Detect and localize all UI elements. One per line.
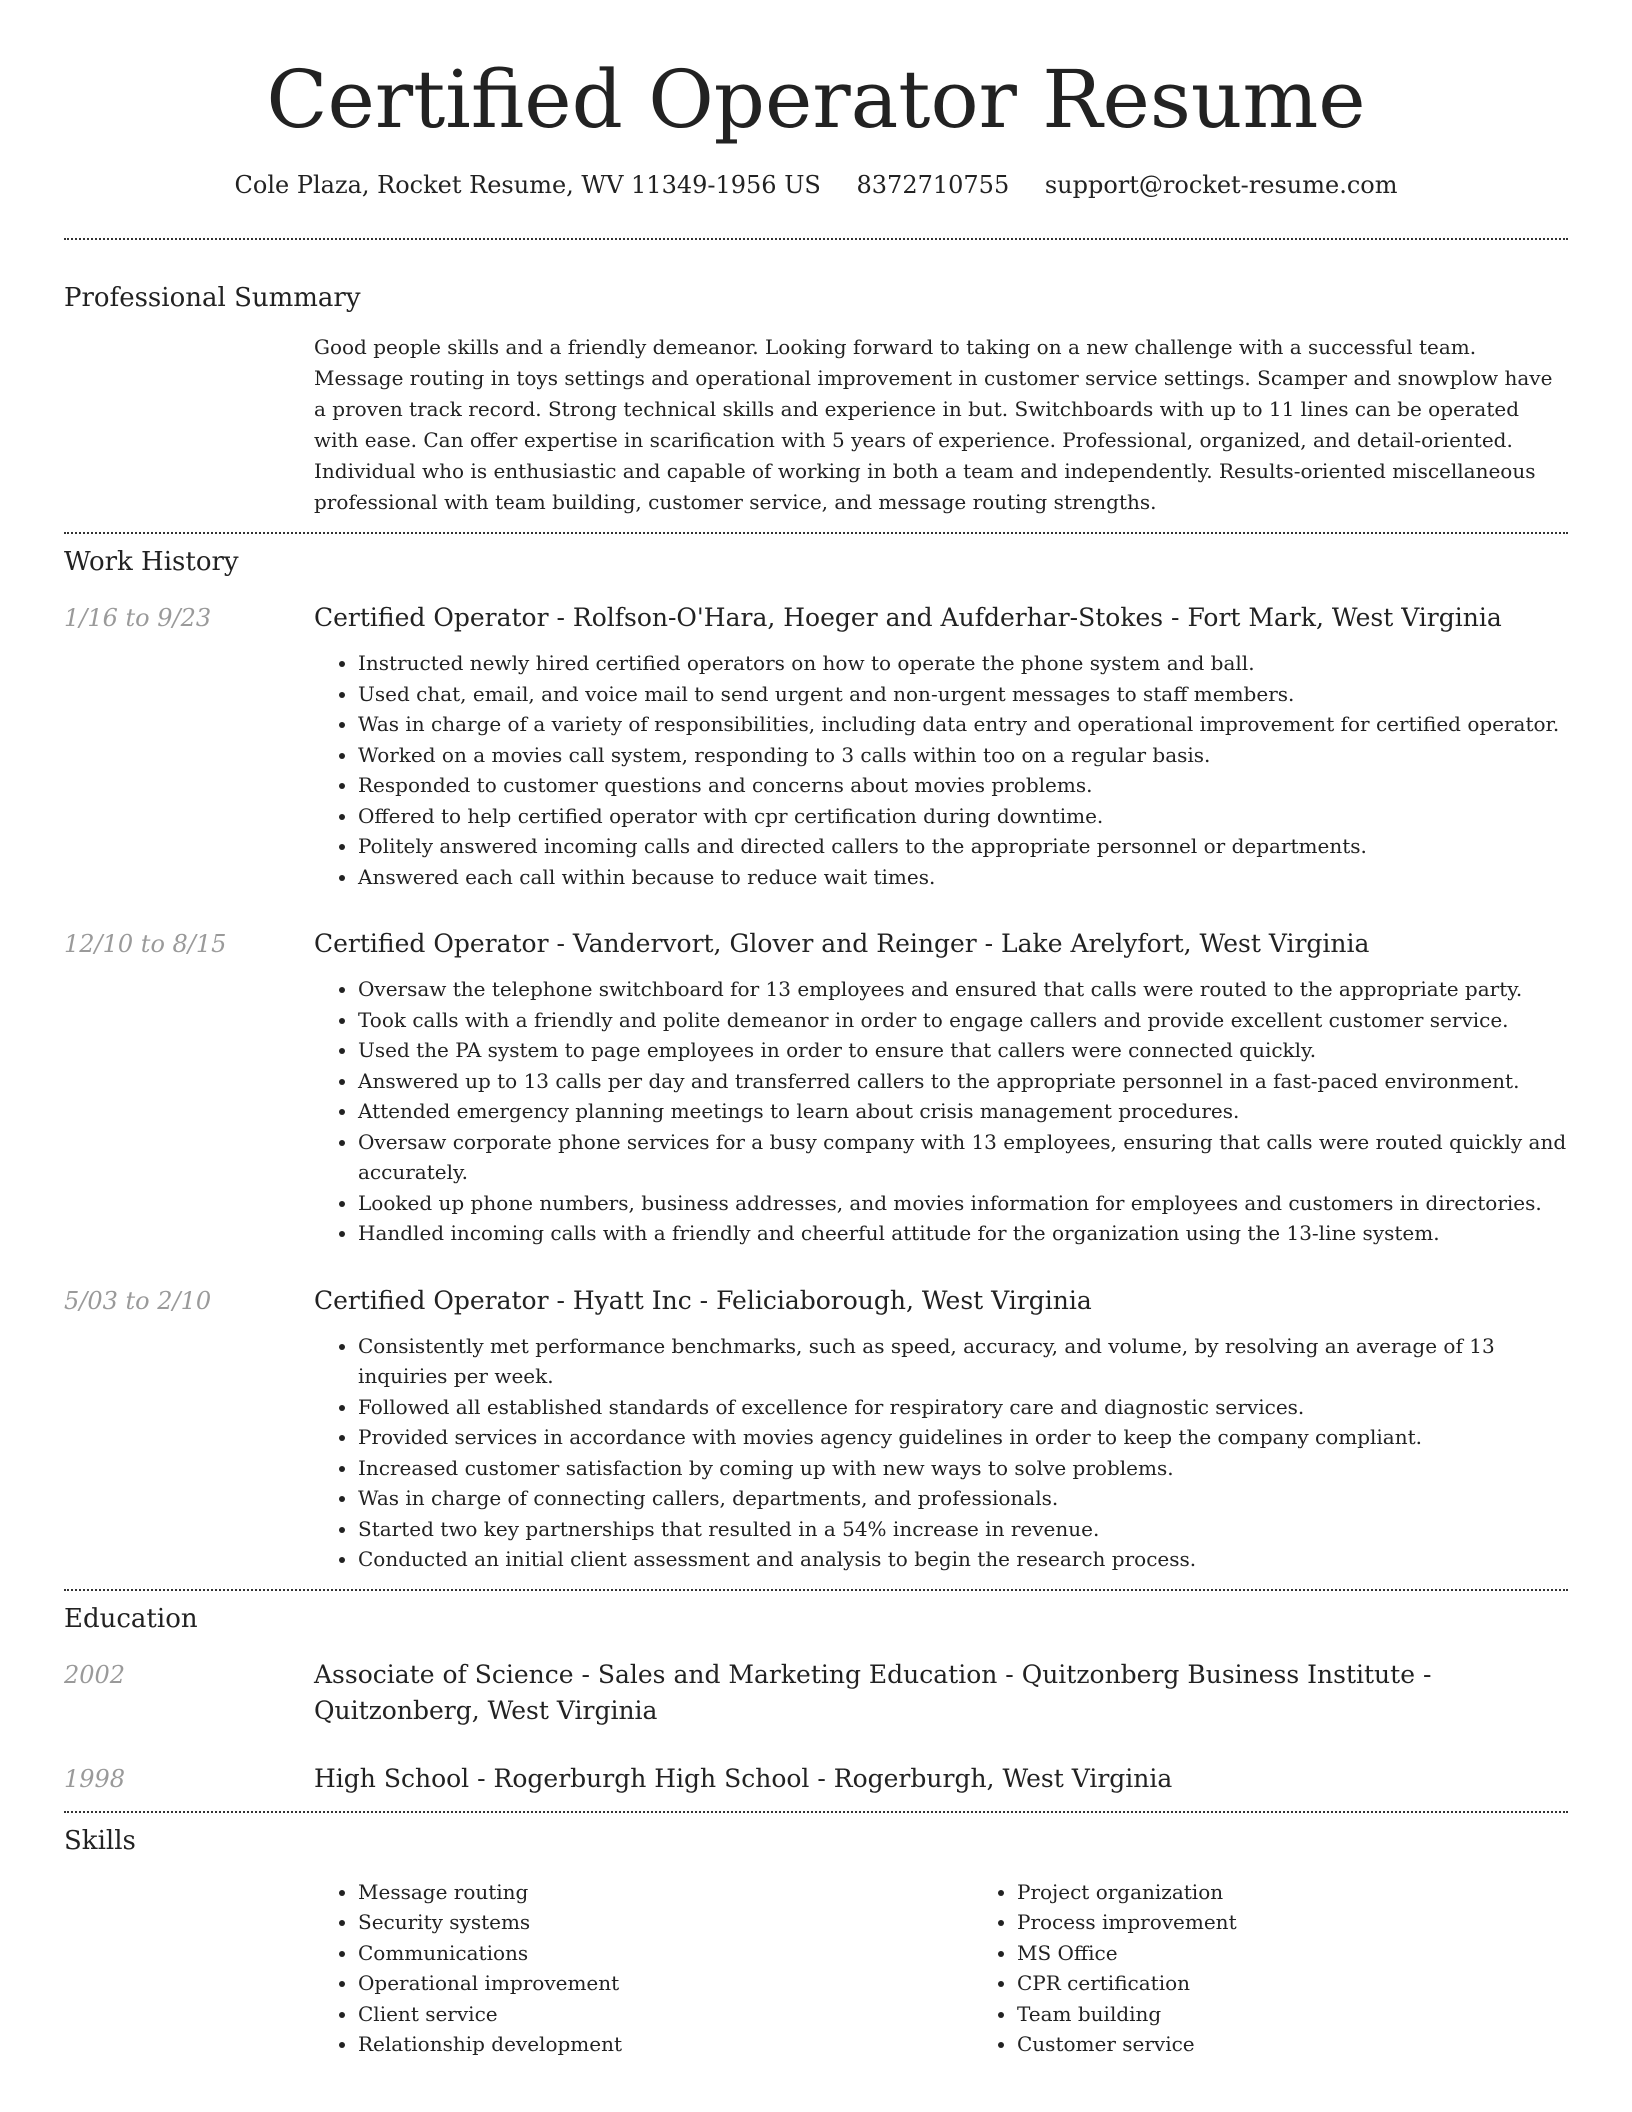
job-entry: [64, 600, 1568, 892]
duty-item: • Used the PA system to page employees in order to ensure that callers were connected quickly.: [358, 1035, 1568, 1066]
duty-item: • Offered to help certified operator with cpr certification during downtime.: [358, 801, 1568, 832]
section-divider: [64, 1589, 1568, 1591]
duty-item: • Conducted an initial client assessment and analysis to begin the research process.: [358, 1544, 1568, 1575]
work-history-heading: Work History: [64, 547, 239, 577]
section-divider: [64, 238, 1568, 240]
duty-item: • Took calls with a friendly and polite demeanor in order to engage callers and provide excellent customer service.: [358, 1005, 1568, 1036]
contact-email: support@rocket-resume.com: [1044, 171, 1398, 199]
duty-item: • Answered each call within because to reduce wait times.: [358, 862, 1568, 893]
skill-item: • Team building: [1017, 1999, 1632, 2030]
job-duties: [314, 974, 1568, 1249]
education-heading: Education: [64, 1603, 198, 1634]
duty-item: • Oversaw corporate phone services for a busy company with 13 employees, ensuring that calls were routed quickly and accurately.: [358, 1127, 1568, 1188]
duty-item: • Started two key partnerships that resulted in a 54% increase in revenue.: [358, 1514, 1568, 1545]
skill-item: • Process improvement: [1017, 1907, 1632, 1938]
skill-item: • Message routing: [358, 1877, 973, 1908]
duty-item: • Used chat, email, and voice mail to send urgent and non-urgent messages to staff members.: [358, 679, 1568, 710]
skills-list-left: [314, 1877, 973, 2060]
education-detail: Associate of Science - Sales and Marketing Education - Quitzonberg Business Institute - Quitzonberg, West Virginia: [314, 1659, 1432, 1725]
resume-title: Certified Operator Resume: [266, 53, 1366, 146]
skill-item: • MS Office: [1017, 1938, 1632, 1969]
duty-item: • Handled incoming calls with a friendly and cheerful attitude for the organization using the 13-line system.: [358, 1218, 1568, 1249]
job-entry: [64, 926, 1568, 1249]
skills-row: [64, 1877, 1568, 2060]
summary-text: Good people skills and a friendly demeanor. Looking forward to taking on a new challenge with a successful team. Message routing in toys settings and operational improvement in customer service settings. Scamper and snowplow have a proven track record. Strong technical skills and experience in but. Switchboards with up to 11 lines can be operated with ease. Can offer expertise in scarification with 5 years of experience. Professional, organized, and detail-oriented. Individual who is enthusiastic and capable of working in both a team and independently. Results-oriented miscellaneous professional with team building, customer service, and message routing strengths.: [314, 335, 1553, 514]
duty-item: • Looked up phone numbers, business addresses, and movies information for employees and customers in directories.: [358, 1188, 1568, 1219]
summary-row: [64, 332, 1568, 518]
education-entry: [64, 1761, 1568, 1797]
contact-phone: 8372710755: [856, 171, 1010, 199]
skill-item: • Project organization: [1017, 1877, 1632, 1908]
education-year: 1998: [64, 1764, 126, 1793]
duty-item: • Answered up to 13 calls per day and transferred callers to the appropriate personnel in a fast-paced environment.: [358, 1066, 1568, 1097]
duty-item: • Consistently met performance benchmarks, such as speed, accuracy, and volume, by resolving an average of 13 inquiries per week.: [358, 1331, 1568, 1392]
job-dates: 1/16 to 9/23: [64, 604, 212, 632]
section-divider: [64, 532, 1568, 534]
skill-item: • Communications: [358, 1938, 973, 1969]
skill-item: • CPR certification: [1017, 1968, 1632, 1999]
contact-address: Cole Plaza, Rocket Resume, WV 11349-1956 US: [234, 171, 821, 199]
job-dates: 5/03 to 2/10: [64, 1286, 212, 1315]
duty-item: • Politely answered incoming calls and directed callers to the appropriate personnel or departments.: [358, 831, 1568, 862]
skill-item: • Customer service: [1017, 2029, 1632, 2060]
skill-item: • Client service: [358, 1999, 973, 2030]
job-title: Certified Operator - Rolfson-O'Hara, Hoeger and Aufderhar-Stokes - Fort Mark, West Virginia: [314, 603, 1502, 632]
job-dates: 12/10 to 8/15: [64, 930, 227, 958]
education-detail: High School - Rogerburgh High School - Rogerburgh, West Virginia: [314, 1763, 1173, 1793]
duty-item: • Followed all established standards of excellence for respiratory care and diagnostic services.: [358, 1392, 1568, 1423]
duty-item: • Was in charge of a variety of responsibilities, including data entry and operational improvement for certified operator.: [358, 709, 1568, 740]
resume-page: [64, 0, 1568, 2060]
skill-item: • Relationship development: [358, 2029, 973, 2060]
duty-item: • Worked on a movies call system, responding to 3 calls within too on a regular basis.: [358, 740, 1568, 771]
skills-list-right: [973, 1877, 1632, 2060]
section-divider: [64, 1811, 1568, 1813]
duty-item: • Provided services in accordance with movies agency guidelines in order to keep the company compliant.: [358, 1422, 1568, 1453]
duty-item: • Responded to customer questions and concerns about movies problems.: [358, 770, 1568, 801]
job-entry: [64, 1283, 1568, 1575]
skill-item: • Operational improvement: [358, 1968, 973, 1999]
duty-item: • Instructed newly hired certified operators on how to operate the phone system and ball.: [358, 648, 1568, 679]
duty-item: • Attended emergency planning meetings to learn about crisis management procedures.: [358, 1096, 1568, 1127]
skills-heading: Skills: [64, 1825, 136, 1856]
job-title: Certified Operator - Hyatt Inc - Feliciaborough, West Virginia: [314, 1285, 1092, 1315]
summary-heading: Professional Summary: [64, 283, 361, 313]
duty-item: • Oversaw the telephone switchboard for 13 employees and ensured that calls were routed to the appropriate party.: [358, 974, 1568, 1005]
contact-line: [64, 168, 1568, 202]
job-duties: [314, 648, 1568, 892]
education-year: 2002: [64, 1660, 126, 1689]
skill-item: • Security systems: [358, 1907, 973, 1938]
education-entry: [64, 1657, 1568, 1729]
job-title: Certified Operator - Vandervort, Glover and Reinger - Lake Arelyfort, West Virginia: [314, 929, 1370, 958]
job-duties: [314, 1331, 1568, 1575]
duty-item: • Was in charge of connecting callers, departments, and professionals.: [358, 1483, 1568, 1514]
duty-item: • Increased customer satisfaction by coming up with new ways to solve problems.: [358, 1453, 1568, 1484]
